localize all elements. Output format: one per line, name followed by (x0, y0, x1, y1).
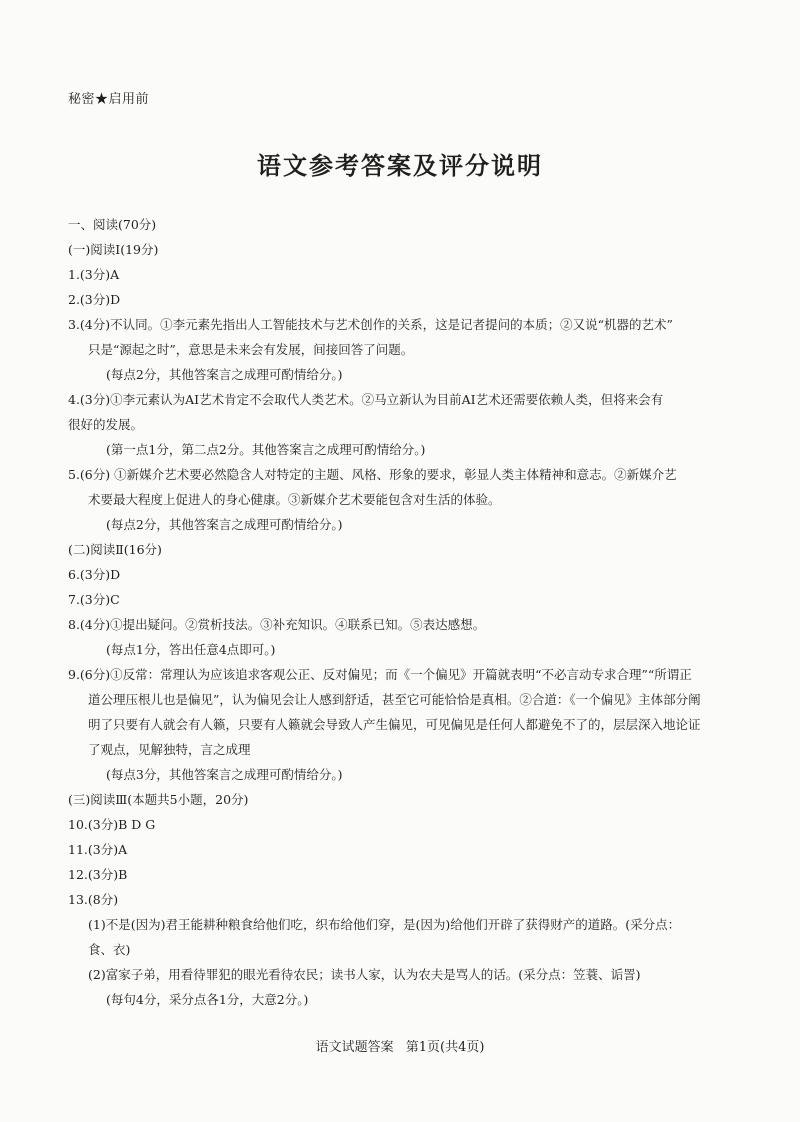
section-heading: 一、阅读(70分) (68, 217, 157, 232)
subsection-heading: (三)阅读Ⅲ(本题共5小题，20分) (68, 792, 249, 807)
answer-line: 12.(3分)B (68, 867, 128, 882)
scoring-note: (每点2分，其他答案言之成理可酌情给分。) (106, 367, 343, 382)
answer-line: 13.(8分) (68, 892, 119, 907)
answer-line: 2.(3分)D (68, 292, 121, 307)
scoring-note: (每点1分，答出任意4点即可。) (106, 642, 276, 657)
answer-line: 了观点，见解独特，言之成理 (88, 742, 251, 757)
answer-line: (2)富家子弟，用看待罪犯的眼光看待农民；读书人家，认为农夫是骂人的话。(采分点：笠蓑、诟詈) (88, 967, 641, 982)
answer-line: 8.(4分)①提出疑问。②赏析技法。③补充知识。④联系已知。⑤表达感想。 (68, 617, 486, 632)
answer-line: 11.(3分)A (68, 842, 128, 857)
answer-line: 4.(3分)①李元素认为AI艺术肯定不会取代人类艺术。②马立新认为目前AI艺术还需要依赖人类，但将来会有 (68, 392, 664, 407)
answer-line: 9.(6分)①反常：常理认为应该追求客观公正、反对偏见；而《一个偏见》开篇就表明“不必言动专求合理”“所谓正 (68, 667, 692, 682)
answer-line: 食、衣) (88, 942, 131, 957)
subsection-heading: (一)阅读Ⅰ(19分) (68, 242, 159, 257)
answer-line: 术要最大程度上促进人的身心健康。③新媒介艺术要能包含对生活的体验。 (88, 492, 501, 507)
page-footer (0, 1036, 800, 1055)
scoring-note: (每点2分，其他答案言之成理可酌情给分。) (106, 517, 343, 532)
scoring-note: (每点3分，其他答案言之成理可酌情给分。) (106, 767, 343, 782)
answer-line: 很好的发展。 (68, 417, 144, 432)
answer-line: (1)不是(因为)君王能耕种粮食给他们吃，织布给他们穿，是(因为)给他们开辟了获得财产的道路。(采分点： (88, 917, 681, 932)
page-title: 语文参考答案及评分说明 (257, 151, 543, 180)
subsection-heading: (二)阅读Ⅱ(16分) (68, 542, 162, 557)
answer-line: 7.(3分)C (68, 592, 120, 607)
footer-subject: 语文试题答案 (315, 1040, 394, 1055)
answer-line: 道公理压根儿也是偏见”，认为偏见会让人感到舒适，甚至它可能恰恰是真相。②合道：《一个偏见》主体部分阐 (88, 692, 701, 707)
page-number: 第1页(共4页) (405, 1040, 485, 1055)
answer-line: 3.(4分)不认同。①李元素先指出人工智能技术与艺术创作的关系，这是记者提问的本质；②又说“机器的艺术” (68, 317, 673, 332)
answer-content (68, 212, 738, 1012)
scoring-note: (第一点1分，第二点2分。其他答案言之成理可酌情给分。) (106, 442, 426, 457)
answer-line: 明了只要有人就会有人籁，只要有人籁就会导致人产生偏见，可见偏见是任何人都避免不了的，层层深入地论证 (88, 717, 701, 732)
answer-line: 10.(3分)B D G (68, 817, 156, 832)
confidential-label: 秘密★启用前 (68, 92, 150, 107)
answer-line: 6.(3分)D (68, 567, 121, 582)
answer-line: 1.(3分)A (68, 267, 120, 282)
scoring-note: (每句4分，采分点各1分，大意2分。) (106, 992, 309, 1007)
answer-line: 5.(6分) ①新媒介艺术要必然隐含人对特定的主题、风格、形象的要求，彰显人类主体精神和意志。②新媒介艺 (68, 467, 677, 482)
answer-line: 只是“源起之时”，意思是未来会有发展，间接回答了问题。 (88, 342, 414, 357)
